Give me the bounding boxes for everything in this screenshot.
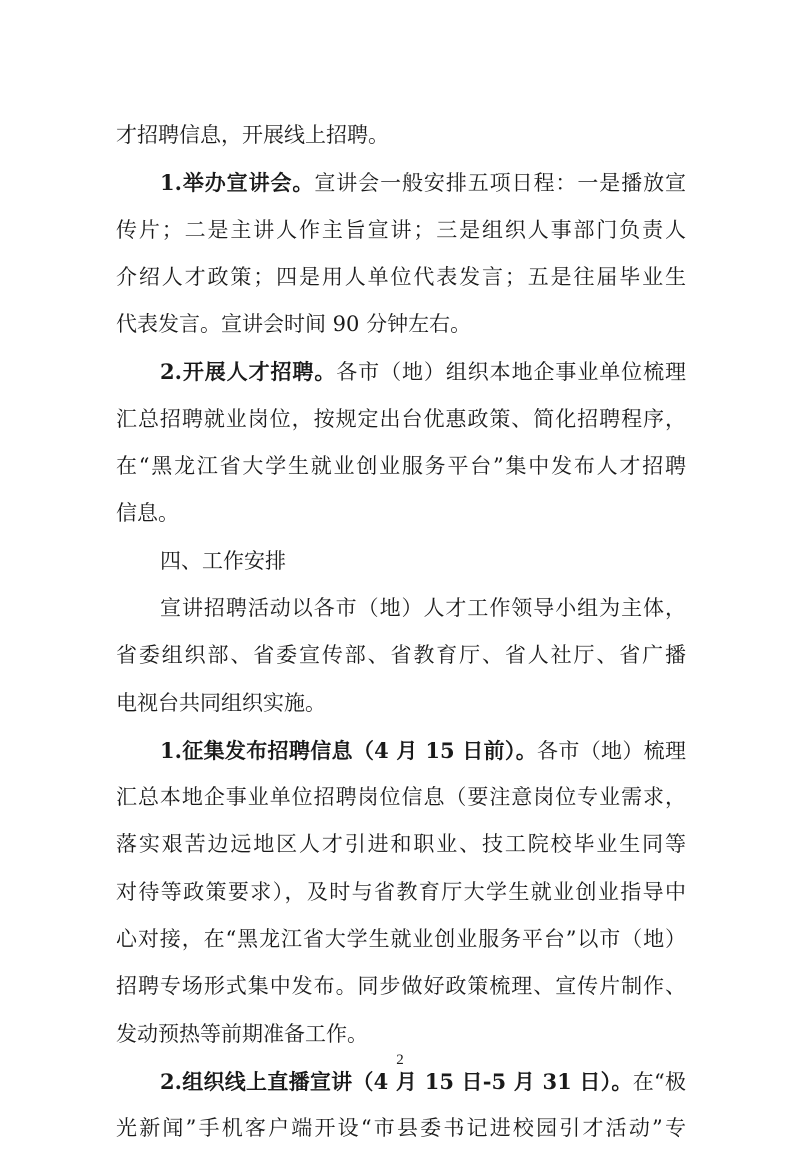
- text-span: 各市（地）组织本地企事业单位梳理: [336, 360, 686, 385]
- text-line-1: [116, 112, 686, 159]
- text-span: 介绍人才政策；四是用人单位代表发言；五是往届毕业生: [116, 264, 686, 289]
- item-heading-1: 1.举办宣讲会。: [160, 170, 315, 196]
- text-span: 代表发言。宣讲会时间 90 分钟左右。: [116, 312, 472, 337]
- text-span: 心对接，在“黑龙江省大学生就业创业服务平台”以市（地）: [116, 927, 686, 952]
- text-line-19: [116, 1011, 686, 1058]
- text-line-4: [116, 254, 686, 301]
- text-span: 落实艰苦边远地区人才引进和职业、技工院校毕业生同等: [116, 832, 686, 857]
- text-span: 在“极: [632, 1069, 686, 1094]
- text-line-7: [116, 396, 686, 443]
- text-line-8: [116, 443, 686, 490]
- text-span: 汇总本地企事业单位招聘岗位信息（要注意岗位专业需求，: [116, 785, 686, 810]
- text-span: 信息。: [116, 501, 179, 526]
- item-heading-2: 2.开展人才招聘。: [160, 359, 337, 385]
- text-line-11: [116, 632, 686, 679]
- text-span: 宣讲招聘活动以各市（地）人才工作领导小组为主体，: [160, 595, 686, 620]
- text-span: 光新闻”手机客户端开设“市县委书记进校园引才活动”专: [116, 1116, 686, 1141]
- text-line-2: [116, 159, 686, 206]
- text-span: 招聘专场形式集中发布。同步做好政策梳理、宣传片制作、: [116, 974, 686, 999]
- text-line-12: [116, 680, 686, 727]
- item-heading-3: 1.征集发布招聘信息（4 月 15 日前）。: [160, 737, 538, 763]
- text-line-16: [116, 869, 686, 916]
- text-span: 省委组织部、省委宣传部、省教育厅、省人社厅、省广播: [116, 643, 686, 668]
- text-span: 电视台共同组织实施。: [116, 690, 326, 715]
- text-line-13: [116, 727, 686, 774]
- text-span: 宣讲会一般安排五项日程：一是播放宣: [314, 171, 686, 196]
- section-title: 四、工作安排: [160, 548, 286, 573]
- text-line-14: [116, 774, 686, 821]
- text-line-5: [116, 301, 686, 348]
- text-span: 各市（地）梳理: [537, 738, 686, 763]
- text-line-21: [116, 1105, 686, 1152]
- text-span: 发动预热等前期准备工作。: [116, 1021, 368, 1046]
- text-span: 才招聘信息，开展线上招聘。: [116, 123, 389, 147]
- text-span: 传片；二是主讲人作主旨宣讲；三是组织人事部门负责人: [116, 217, 686, 242]
- text-line-18: [116, 963, 686, 1010]
- body-text: [116, 112, 686, 1153]
- text-span: 对待等政策要求），及时与省教育厅大学生就业创业指导中: [116, 879, 686, 904]
- section-heading: [116, 538, 686, 585]
- text-line-9: [116, 490, 686, 537]
- text-line-15: [116, 821, 686, 868]
- text-span: 汇总招聘就业岗位，按规定出台优惠政策、简化招聘程序，: [116, 406, 686, 431]
- page-number: 2: [396, 1052, 404, 1068]
- item-heading-4: 2.组织线上直播宣讲（4 月 15 日-5 月 31 日）。: [160, 1068, 633, 1094]
- text-line-10: [116, 585, 686, 632]
- text-line-6: [116, 348, 686, 395]
- text-line-3: [116, 207, 686, 254]
- text-line-17: [116, 916, 686, 963]
- text-span: 在“黑龙江省大学生就业创业服务平台”集中发布人才招聘: [116, 454, 686, 479]
